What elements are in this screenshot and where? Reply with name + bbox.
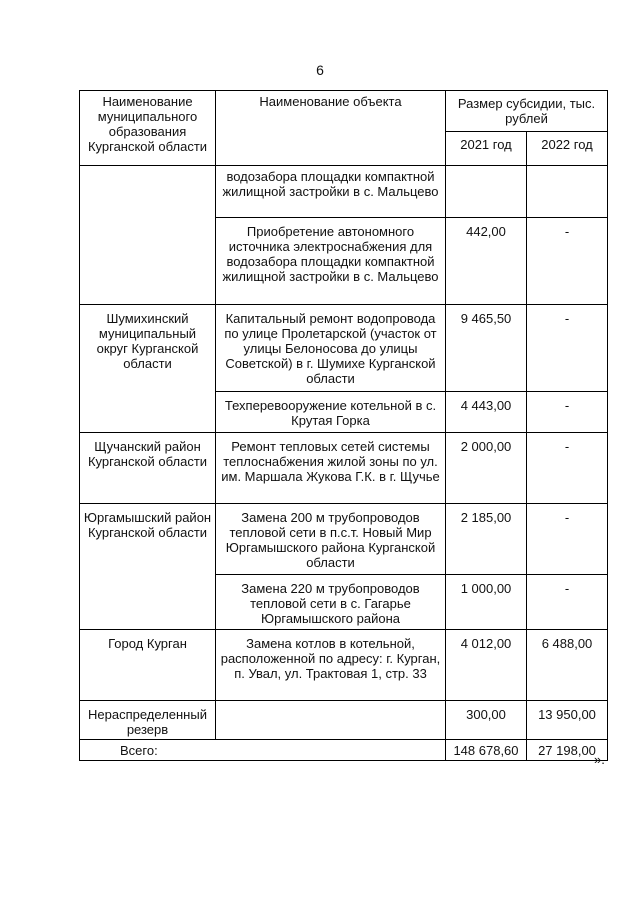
subsidy-2021-cell: 2 185,00 bbox=[446, 504, 527, 575]
table-row bbox=[80, 166, 608, 218]
header-object: Наименование объекта bbox=[216, 91, 446, 166]
object-cell: Техперевооружение котельной в с. Крутая Горка bbox=[216, 392, 446, 433]
total-row bbox=[80, 740, 608, 761]
reserve-row bbox=[80, 701, 608, 740]
object-cell: Капитальный ремонт водопровода по улице Пролетарской (участок от улицы Белоносова до улицы Советской) в г. Шумихе Курганской области bbox=[216, 305, 446, 392]
subsidy-2021-cell: 4 012,00 bbox=[446, 630, 527, 701]
reserve-label: Нераспределенный резерв bbox=[80, 701, 216, 740]
subsidy-2021-cell bbox=[446, 166, 527, 218]
subsidy-2022-cell: - bbox=[527, 504, 608, 575]
municipality-cell: Шумихинский муниципальный округ Курганской области bbox=[80, 305, 216, 433]
header-year-2021: 2021 год bbox=[446, 132, 527, 166]
subsidy-2022-cell: - bbox=[527, 218, 608, 305]
subsidy-2022-cell: - bbox=[527, 305, 608, 392]
header-year-2022: 2022 год bbox=[527, 132, 608, 166]
header-subsidy: Размер субсидии, тыс. рублей bbox=[446, 91, 608, 132]
subsidy-2022-cell: 6 488,00 bbox=[527, 630, 608, 701]
subsidy-table bbox=[79, 90, 608, 761]
table-row bbox=[80, 305, 608, 392]
total-label: Всего: bbox=[80, 740, 446, 761]
subsidy-2022-cell: - bbox=[527, 575, 608, 630]
table-row bbox=[80, 630, 608, 701]
table-header-row bbox=[80, 91, 608, 132]
table-row bbox=[80, 433, 608, 504]
table-row bbox=[80, 504, 608, 575]
subsidy-2021-cell: 9 465,50 bbox=[446, 305, 527, 392]
subsidy-2022-cell bbox=[527, 166, 608, 218]
object-cell: Замена котлов в котельной, расположенной по адресу: г. Курган, п. Увал, ул. Трактовая 1, стр. 33 bbox=[216, 630, 446, 701]
municipality-cell bbox=[80, 166, 216, 305]
reserve-2022-cell: 13 950,00 bbox=[527, 701, 608, 740]
subsidy-2022-cell: - bbox=[527, 433, 608, 504]
total-2022-cell: 27 198,00 bbox=[527, 740, 608, 761]
subsidy-2021-cell: 1 000,00 bbox=[446, 575, 527, 630]
header-municipality: Наименование муниципального образования Курганской области bbox=[80, 91, 216, 166]
subsidy-2021-cell: 4 443,00 bbox=[446, 392, 527, 433]
object-cell: водозабора площадки компактной жилищной застройки в с. Мальцево bbox=[216, 166, 446, 218]
closing-quote-mark: ». bbox=[594, 752, 605, 767]
object-cell: Ремонт тепловых сетей системы теплоснабжения жилой зоны по ул. им. Маршала Жукова Г.К. в г. Щучье bbox=[216, 433, 446, 504]
reserve-2021-cell: 300,00 bbox=[446, 701, 527, 740]
page-number: 6 bbox=[316, 62, 324, 78]
subsidy-2021-cell: 442,00 bbox=[446, 218, 527, 305]
object-cell: Замена 200 м трубопроводов тепловой сети в п.с.т. Новый Мир Юргамышского района Курганской области bbox=[216, 504, 446, 575]
total-2021-cell: 148 678,60 bbox=[446, 740, 527, 761]
municipality-cell: Юргамышский район Курганской области bbox=[80, 504, 216, 630]
municipality-cell: Щучанский район Курганской области bbox=[80, 433, 216, 504]
subsidy-2022-cell: - bbox=[527, 392, 608, 433]
object-cell: Приобретение автономного источника электроснабжения для водозабора площадки компактной жилищной застройки в с. Мальцево bbox=[216, 218, 446, 305]
municipality-cell: Город Курган bbox=[80, 630, 216, 701]
reserve-object-cell bbox=[216, 701, 446, 740]
object-cell: Замена 220 м трубопроводов тепловой сети в с. Гагарье Юргамышского района bbox=[216, 575, 446, 630]
subsidy-2021-cell: 2 000,00 bbox=[446, 433, 527, 504]
